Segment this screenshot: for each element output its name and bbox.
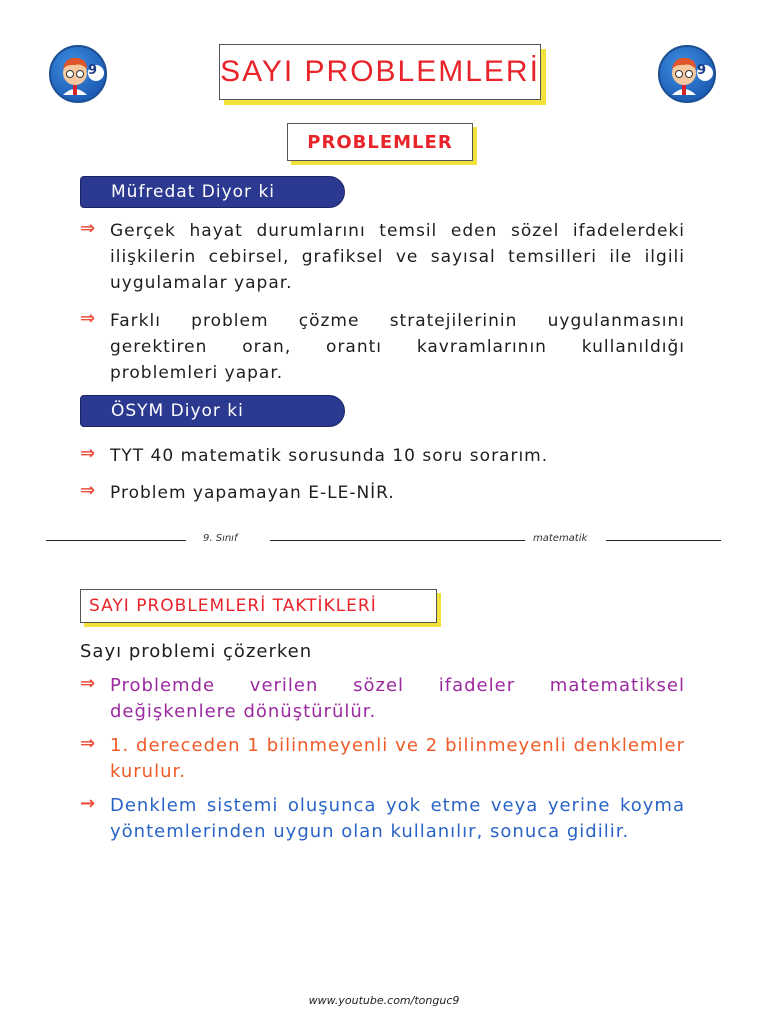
- divider-line-left: [46, 540, 186, 541]
- mufredat-item-1: [80, 218, 685, 296]
- section-subtitle: PROBLEMLER: [307, 131, 453, 153]
- arrow-icon: ⇒: [80, 733, 96, 754]
- osym-item-text: Problem yapamayan E-LE-NİR.: [110, 483, 395, 503]
- arrow-icon: ⇒: [80, 443, 96, 464]
- section-subtitle-box: [287, 123, 473, 161]
- mufredat-item-text: Farklı problem çözme stratejilerinin uygulanmasını gerektiren oran, orantı kavramlarının kullanıldığı problemleri yapar.: [110, 311, 685, 383]
- divider-line-right: [606, 540, 721, 541]
- page-title-box: [219, 44, 541, 100]
- mufredat-item-text: Gerçek hayat durumlarını temsil eden sözel ifadelerdeki ilişkilerin cebirsel, grafiksel ve sayısal temsilleri ile ilgili uygulamalar yapar.: [110, 221, 685, 293]
- osym-label: ÖSYM Diyor ki: [111, 401, 244, 421]
- tactic-item-1: [80, 673, 685, 725]
- tactic-item-2: [80, 733, 685, 785]
- mufredat-item-2: [80, 308, 685, 386]
- tactic-item-text: Problemde verilen sözel ifadeler matematiksel değişkenlere dönüştürülür.: [110, 675, 685, 722]
- footer-url: www.youtube.com/tonguc9: [308, 994, 460, 1007]
- badge-left-number: 9: [88, 63, 98, 78]
- divider-class-label: 9. Sınıf: [203, 533, 238, 544]
- osym-item-1: [80, 443, 685, 469]
- arrow-icon: ⇒: [80, 308, 96, 329]
- tactics-title-box: [80, 589, 437, 623]
- mascot-right-icon: [658, 45, 716, 103]
- arrow-icon: ⇒: [80, 480, 96, 501]
- arrow-icon: ⇒: [80, 673, 96, 694]
- badge-right-number: 9: [697, 63, 707, 78]
- mufredat-label-pill: [80, 176, 345, 208]
- osym-item-text: TYT 40 matematik sorusunda 10 soru sorarım.: [110, 446, 549, 466]
- osym-item-2: [80, 480, 685, 506]
- arrow-icon: ⇒: [80, 218, 96, 239]
- tactic-item-text: 1. dereceden 1 bilinmeyenli ve 2 bilinmeyenli denklemler kurulur.: [110, 735, 685, 782]
- tactic-item-3: [80, 793, 685, 845]
- arrow-icon: →: [80, 793, 96, 814]
- osym-label-pill: [80, 395, 345, 427]
- divider-subject-label: matematik: [533, 533, 588, 544]
- mascot-left-icon: [49, 45, 107, 103]
- mufredat-label: Müfredat Diyor ki: [111, 182, 276, 202]
- tactics-title: SAYI PROBLEMLERİ TAKTİKLERİ: [89, 596, 377, 616]
- tactics-intro: Sayı problemi çözerken: [80, 641, 313, 662]
- tactic-item-text: Denklem sistemi oluşunca yok etme veya yerine koyma yöntemlerinden uygun olan kullanılır, sonuca gidilir.: [110, 795, 685, 842]
- divider-line-middle: [270, 540, 525, 541]
- page-title: SAYI PROBLEMLERİ: [220, 55, 540, 88]
